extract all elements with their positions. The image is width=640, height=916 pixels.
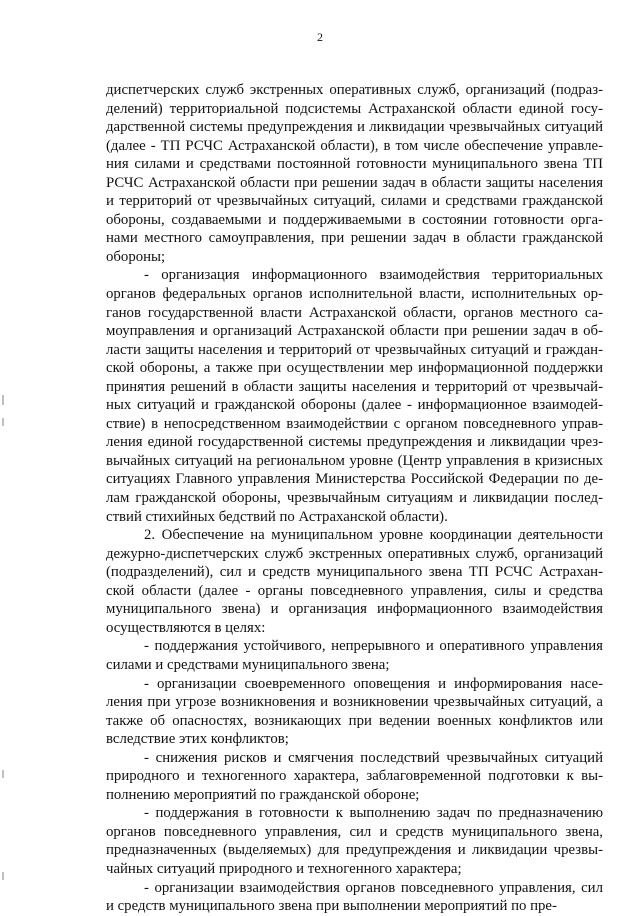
document-body (106, 81, 603, 916)
list-item: - снижения рисков и смягчения последствий чрезвычайных ситуаций природного и техногенного характера, заблаговременной подготовки к выполнению мероприятий по гражданской обороне; (106, 749, 603, 803)
list-item: - поддержания в готовности к выполнению задач по предназначению органов повседневного управления, сил и средств муниципального звена, предназначенных (выделяемых) для предупреждения и ликвидации чрезвычайных ситуаций природного и техногенного характера; (106, 805, 603, 877)
paragraph-continuation: диспетчерских служб экстренных оперативных служб, организаций (подразделений) территориальной подсистемы Астраханской области единой государственной системы предупреждения и ликвидации чрезвычайных ситуаций (далее - ТП РСЧС Астраханской области), в том числе обеспечение управления силами и средствами постоянной готовности муниципального звена ТП РСЧС Астраханской области при решении задач в области защиты населения и территорий от чрезвычайных ситуаций, силами и средствами гражданской обороны, создаваемыми и поддерживаемыми в состоянии готовности органами местного самоуправления, при решении задач в области гражданской обороны; (106, 82, 603, 265)
scan-edge-mark (2, 395, 4, 405)
scan-edge-mark (2, 872, 4, 880)
list-item: - поддержания устойчивого, непрерывного и оперативного управления силами и средствами муниципального звена; (106, 638, 603, 673)
list-item: - организации взаимодействия органов повседневного управления, сил и средств муниципального звена при выполнении мероприятий по пре- (106, 879, 603, 915)
scan-edge-mark (2, 770, 4, 778)
page-number: 2 (317, 30, 323, 44)
numbered-paragraph: 2. Обеспечение на муниципальном уровне координации деятельности дежурно-диспетчерских служб экстренных оперативных служб, организаций (подразделений), сил и средств муниципального звена ТП РСЧС Астраханской области (далее - органы повседневного управления, силы и средства муниципального звена) и организация информационного взаимодействия осуществляются в целях: (106, 527, 603, 636)
list-item: - организации своевременного оповещения и информирования населения при угрозе возникновения и возникновении чрезвычайных ситуаций, а также об опасностях, возникающих при ведении военных конфликтов или вследствие этих конфликтов; (106, 675, 603, 748)
list-item: - организация информационного взаимодействия территориальных органов федеральных органов исполнительной власти, исполнительных органов государственной власти Астраханской области, органов местного самоуправления и организаций Астраханской области при решении задач в области защиты населения и территорий от чрезвычайных ситуаций и гражданской обороны, а также при осуществлении мер информационной поддержки принятия решений в области защиты населения и территорий от чрезвычайных ситуаций и гражданской обороны (далее - информационное взаимодействие) в непосредственном взаимодействии с органом повседневного управления единой государственной системы предупреждения и ликвидации чрезвычайных ситуаций на региональном уровне (Центр управления в кризисных ситуациях Главного управления Министерства Российской Федерации по делам гражданской обороны, чрезвычайным ситуациям и ликвидации последствий стихийных бедствий по Астраханской области). (106, 267, 603, 525)
scan-edge-mark (2, 418, 4, 426)
